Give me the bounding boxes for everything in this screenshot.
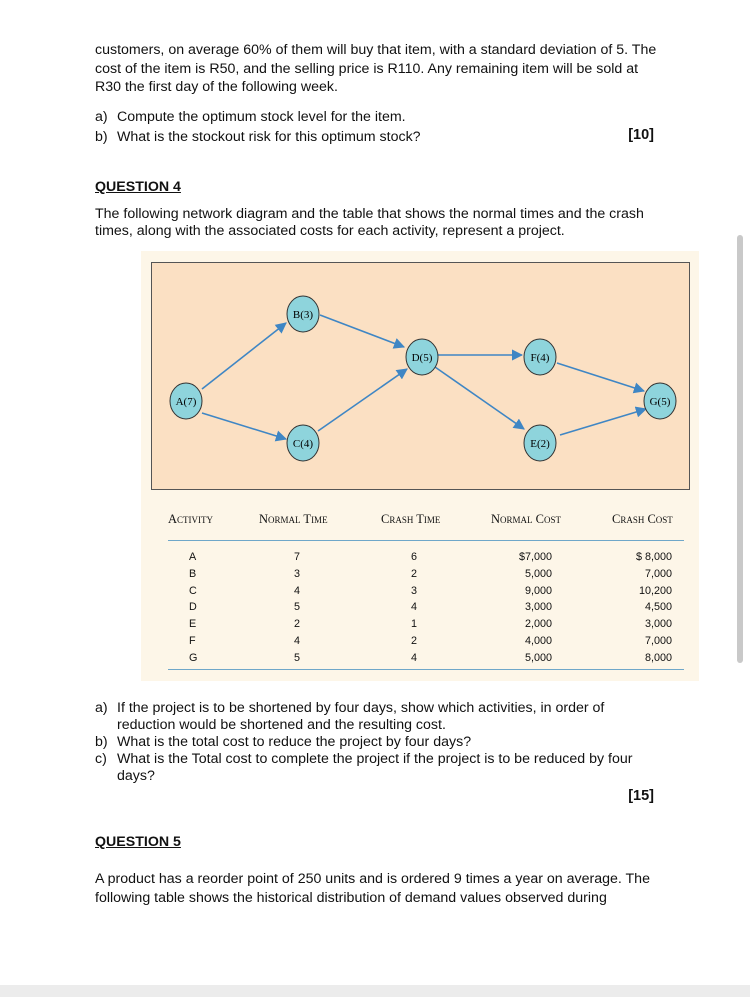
cell: 7,000	[644, 634, 672, 647]
item-label: b)	[95, 734, 108, 750]
item-label: a)	[95, 109, 108, 125]
question-4-intro: The following network diagram and the table that shows the normal times and the crash times, along with the associated costs for each activity, represent a project.	[95, 206, 644, 239]
column-crash-time	[411, 549, 417, 667]
cell: F	[189, 634, 196, 647]
edge-c-d	[318, 369, 407, 431]
header-crash-time: Crash Time	[381, 512, 441, 526]
cell: A	[189, 551, 197, 563]
question-4-list	[95, 700, 660, 785]
cell: 3	[411, 584, 418, 597]
cell: 10,200	[638, 584, 672, 597]
cell: 1	[411, 618, 418, 631]
edge-d-e	[435, 367, 524, 429]
cell: 4,000	[524, 634, 552, 647]
item-label: b)	[95, 129, 108, 145]
cell: 5	[294, 601, 301, 614]
cell: D	[189, 601, 197, 614]
cell: 5,000	[524, 651, 552, 664]
edge-a-c	[202, 413, 286, 439]
vertical-scrollbar[interactable]	[737, 235, 743, 663]
bottom-edge	[0, 985, 750, 997]
cell: G	[189, 651, 198, 664]
cell: 2	[294, 618, 301, 631]
cell: 3,000	[644, 618, 672, 631]
network-diagram	[151, 262, 690, 490]
node-e-label: E(2)	[530, 438, 550, 450]
node-a-label: A(7)	[175, 396, 197, 408]
header-crash-cost: Crash Cost	[612, 512, 673, 526]
cell: C	[189, 584, 197, 597]
network-diagram-svg	[152, 263, 691, 491]
question-3-marks: [10]	[628, 127, 654, 143]
table-header-rule	[168, 540, 684, 541]
question-5-intro: A product has a reorder point of 250 units and is ordered 9 times a year on average. The following table shows the historical distribution of demand values observed during	[95, 871, 650, 906]
cell: 4	[411, 651, 418, 664]
question-3-item-a	[95, 109, 660, 126]
node-f-label: F(4)	[530, 352, 550, 364]
node-c	[287, 425, 319, 461]
item-label: c)	[95, 751, 107, 767]
column-crash-cost	[620, 549, 672, 667]
node-c-label: C(4)	[292, 438, 314, 450]
edge-e-g	[560, 409, 646, 435]
item-text: If the project is to be shortened by four days, show which activities, in order of reduction would be shortened and the resulting cost.	[117, 700, 605, 733]
cell: 2	[411, 567, 418, 580]
question-4-item-a	[95, 700, 660, 734]
node-d	[406, 339, 438, 375]
node-b	[287, 296, 319, 332]
node-a	[170, 383, 202, 419]
cell: 2,000	[524, 618, 552, 631]
cell: 4	[411, 601, 418, 614]
edge-f-g	[557, 363, 644, 391]
cell: 4	[294, 584, 301, 597]
question-5-title: QUESTION 5	[95, 834, 181, 850]
cell: 9,000	[524, 584, 552, 597]
node-g-label: G(5)	[649, 396, 671, 408]
column-normal-time	[294, 549, 300, 667]
cell: 4,500	[644, 601, 672, 614]
node-e	[524, 425, 556, 461]
item-text: What is the Total cost to complete the project if the project is to be reduced by four days?	[117, 751, 633, 784]
cell: 5	[294, 651, 301, 664]
question-4-item-b	[95, 734, 660, 751]
node-d-label: D(5)	[411, 352, 433, 364]
cell: $ 8,000	[635, 551, 672, 563]
column-activity	[189, 549, 197, 667]
header-normal-time: Normal Time	[259, 512, 328, 526]
node-f	[524, 339, 556, 375]
item-label: a)	[95, 700, 108, 716]
cell: 7	[294, 551, 301, 563]
edge-a-b	[202, 323, 286, 389]
cell: 7,000	[644, 567, 672, 580]
cell: 5,000	[524, 567, 552, 580]
cell: E	[189, 618, 197, 631]
question-3-item-b	[95, 129, 660, 146]
question-4-item-c	[95, 751, 660, 785]
node-g	[644, 383, 676, 419]
item-text: Compute the optimum stock level for the item.	[117, 109, 406, 125]
cell: 4	[294, 634, 301, 647]
column-normal-cost	[504, 549, 552, 667]
cell: $7,000	[518, 551, 552, 563]
header-normal-cost: Normal Cost	[491, 512, 561, 526]
edge-b-d	[320, 315, 404, 347]
table-bottom-rule	[168, 669, 684, 670]
question-4-marks: [15]	[628, 788, 654, 804]
cell: 3,000	[524, 601, 552, 614]
question-3-paragraph: customers, on average 60% of them will buy that item, with a standard deviation of 5. The cost of the item is R50, and the selling price is R110. Any remaining item will be sold at R30 the first day of the following week.	[95, 42, 657, 95]
cell: 2	[411, 634, 418, 647]
header-activity: Activity	[168, 512, 214, 526]
cell: B	[189, 567, 197, 580]
item-text: What is the total cost to reduce the project by four days?	[117, 734, 472, 750]
item-text: What is the stockout risk for this optimum stock?	[117, 129, 421, 145]
cell: 3	[294, 567, 301, 580]
cell: 8,000	[644, 651, 672, 664]
node-b-label: B(3)	[292, 309, 314, 321]
question-4-title: QUESTION 4	[95, 179, 181, 195]
cell: 6	[411, 551, 418, 563]
question-3-list	[95, 109, 660, 146]
